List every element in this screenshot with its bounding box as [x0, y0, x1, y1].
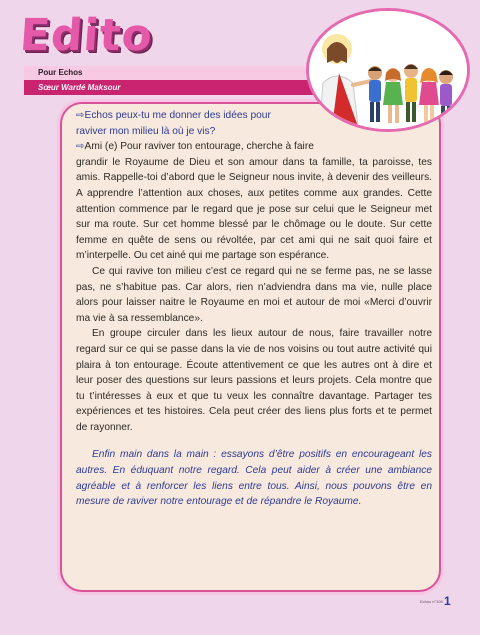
arrow-right-icon: ⇨	[76, 141, 85, 153]
author-name: Sœur Wardé Maksour	[24, 80, 342, 95]
question-line-2: raviver mon milieu là où je vis?	[76, 125, 216, 137]
answer-lead-text: Ami (e) Pour raviver ton entourage, cherche à faire	[84, 141, 314, 153]
article-body	[76, 108, 432, 510]
question-text-1: Echos peux-tu me donner des idées pour	[84, 110, 271, 121]
paragraph-3: En groupe circuler dans les lieux autour de nous, faire travailler notre regard sur ce qui se passe dans la vie de nos voisins ou tout autre activité qui plaira à ton entourage. Écoute attentivement ce que les autres ont à dire et leur poser des questions sur leurs passions et leurs projets. Cela montre que tu t’intéresses à eux et que tu veux les connaître davantage. Partager tes expériences et tes histoires. Cela peut créer des liens plus forts et te permet de rayonner.	[76, 328, 432, 433]
closing-paragraph: Enfin main dans la main : essayons d’être positifs en encourageant les autres. En éduquant notre regard. Cela peut aider à créer une ambiance agréable et à renforcer les liens entre tous. Ainsi, nous pouvons être en mesure de raviver notre entourage et de répandre le Royaume.	[76, 449, 432, 508]
section-subtitle: Pour Echos	[24, 66, 342, 80]
paragraph-2: Ce qui ravive ton milieu c’est ce regard qui ne se ferme pas, ne se lasse pas, ne s’habitue pas. Car alors, rien n’adviendra dans ma vie, nulle place alors pour laisser naitre le Royaume en moi et autour de moi «Merci d’ouvrir ma vie à sa ressemblance».	[76, 265, 432, 324]
paragraph-1: grandir le Royaume de Dieu et son amour dans ta famille, ta paroisse, tes amis. Rappelle-toi d’abord que le Seigneur nous invite, à devenir des veilleurs. A apprendre l’attention aux choses, aux petites comme aux grandes. Cette attention commence par le regard que je pose sur celui que le Seigneur met sur ma route. Sur cet homme blessé par le chômage ou le doute. Sur cette femme en quête de sens ou révoltée, par cet ami qui ne sait quoi faire et m’interpelle. Ou cet ainé qui me partage son espérance.	[76, 156, 432, 262]
page-title: Edito	[18, 10, 155, 61]
answer-lead	[76, 139, 432, 155]
arrow-right-icon: ⇨	[76, 110, 85, 121]
question-line-1	[76, 108, 432, 124]
footer-label: Echos n°105	[420, 599, 443, 604]
page-number: 1	[444, 594, 451, 608]
